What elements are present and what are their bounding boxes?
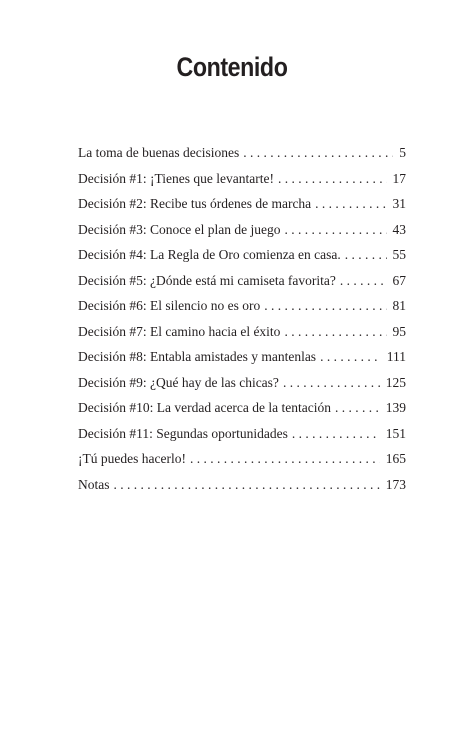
toc-entry <box>78 346 406 368</box>
toc-entry-page-number: 125 <box>385 374 406 390</box>
toc-entry-page-number: 31 <box>392 196 406 211</box>
dot-leader <box>114 474 380 496</box>
toc-entry <box>78 244 406 266</box>
dot-leader <box>243 142 393 164</box>
toc-entry-title: Decisión #9: ¿Qué hay de las chicas? <box>78 374 279 390</box>
toc-entry-page-number: 81 <box>392 298 406 313</box>
toc-entry-title: Decisión #2: Recibe tus órdenes de marcha <box>78 196 312 211</box>
toc-entry-title: Decisión #1: ¡Tienes que levantarte! <box>78 170 274 186</box>
toc-entry <box>78 295 406 317</box>
dot-leader <box>292 423 380 445</box>
toc-entry-title: Decisión #7: El camino hacia el éxito <box>78 323 281 339</box>
toc-entry-page-number: 165 <box>385 451 406 466</box>
toc-entry <box>78 474 406 496</box>
toc-entry-page-number: 151 <box>385 425 406 441</box>
toc-entry-title: ¡Tú puedes hacerlo! <box>78 451 186 466</box>
toc-entry <box>78 321 406 343</box>
dot-leader <box>345 244 387 266</box>
toc-entry-page-number: 111 <box>386 349 406 364</box>
toc-entry-page-number: 17 <box>392 170 406 186</box>
toc-entry <box>78 142 406 164</box>
dot-leader <box>284 321 386 343</box>
toc-entry-title: Decisión #10: La verdad acerca de la tentación <box>78 400 331 415</box>
dot-leader <box>315 193 386 215</box>
toc-entry-page-number: 5 <box>399 145 406 160</box>
dot-leader <box>278 168 387 190</box>
toc-entry-title: Decisión #11: Segundas oportunidades <box>78 425 288 441</box>
dot-leader <box>340 270 387 292</box>
toc-entry-title: Decisión #8: Entabla amistades y mantenlas <box>78 349 317 364</box>
toc-entry <box>78 270 406 292</box>
toc-entry <box>78 168 406 190</box>
toc-entry-title: Decisión #4: La Regla de Oro comienza en casa. <box>78 247 341 262</box>
dot-leader <box>284 219 386 241</box>
toc-entry <box>78 423 406 445</box>
toc-entry <box>78 372 406 394</box>
dot-leader <box>335 397 380 419</box>
toc-entry <box>78 219 406 241</box>
toc-entry <box>78 193 406 215</box>
dot-leader <box>190 448 380 470</box>
toc-entry-page-number: 43 <box>392 221 406 237</box>
toc-entry-page-number: 173 <box>385 476 406 492</box>
toc-entry-page-number: 139 <box>385 400 406 415</box>
dot-leader <box>283 372 380 394</box>
toc-entry <box>78 448 406 470</box>
toc-entry-title: Notas <box>78 476 110 492</box>
dot-leader <box>264 295 386 317</box>
page-title: Contenido <box>176 52 288 82</box>
table-of-contents <box>78 142 406 499</box>
dot-leader <box>320 346 381 368</box>
toc-entry <box>78 397 406 419</box>
toc-entry-title: Decisión #6: El silencio no es oro <box>78 298 261 313</box>
toc-entry-title: Decisión #5: ¿Dónde está mi camiseta favorita? <box>78 272 336 288</box>
toc-entry-page-number: 67 <box>392 272 406 288</box>
toc-entry-page-number: 95 <box>392 323 406 339</box>
toc-entry-page-number: 55 <box>392 247 406 262</box>
toc-entry-title: La toma de buenas decisiones <box>78 145 240 160</box>
toc-entry-title: Decisión #3: Conoce el plan de juego <box>78 221 281 237</box>
